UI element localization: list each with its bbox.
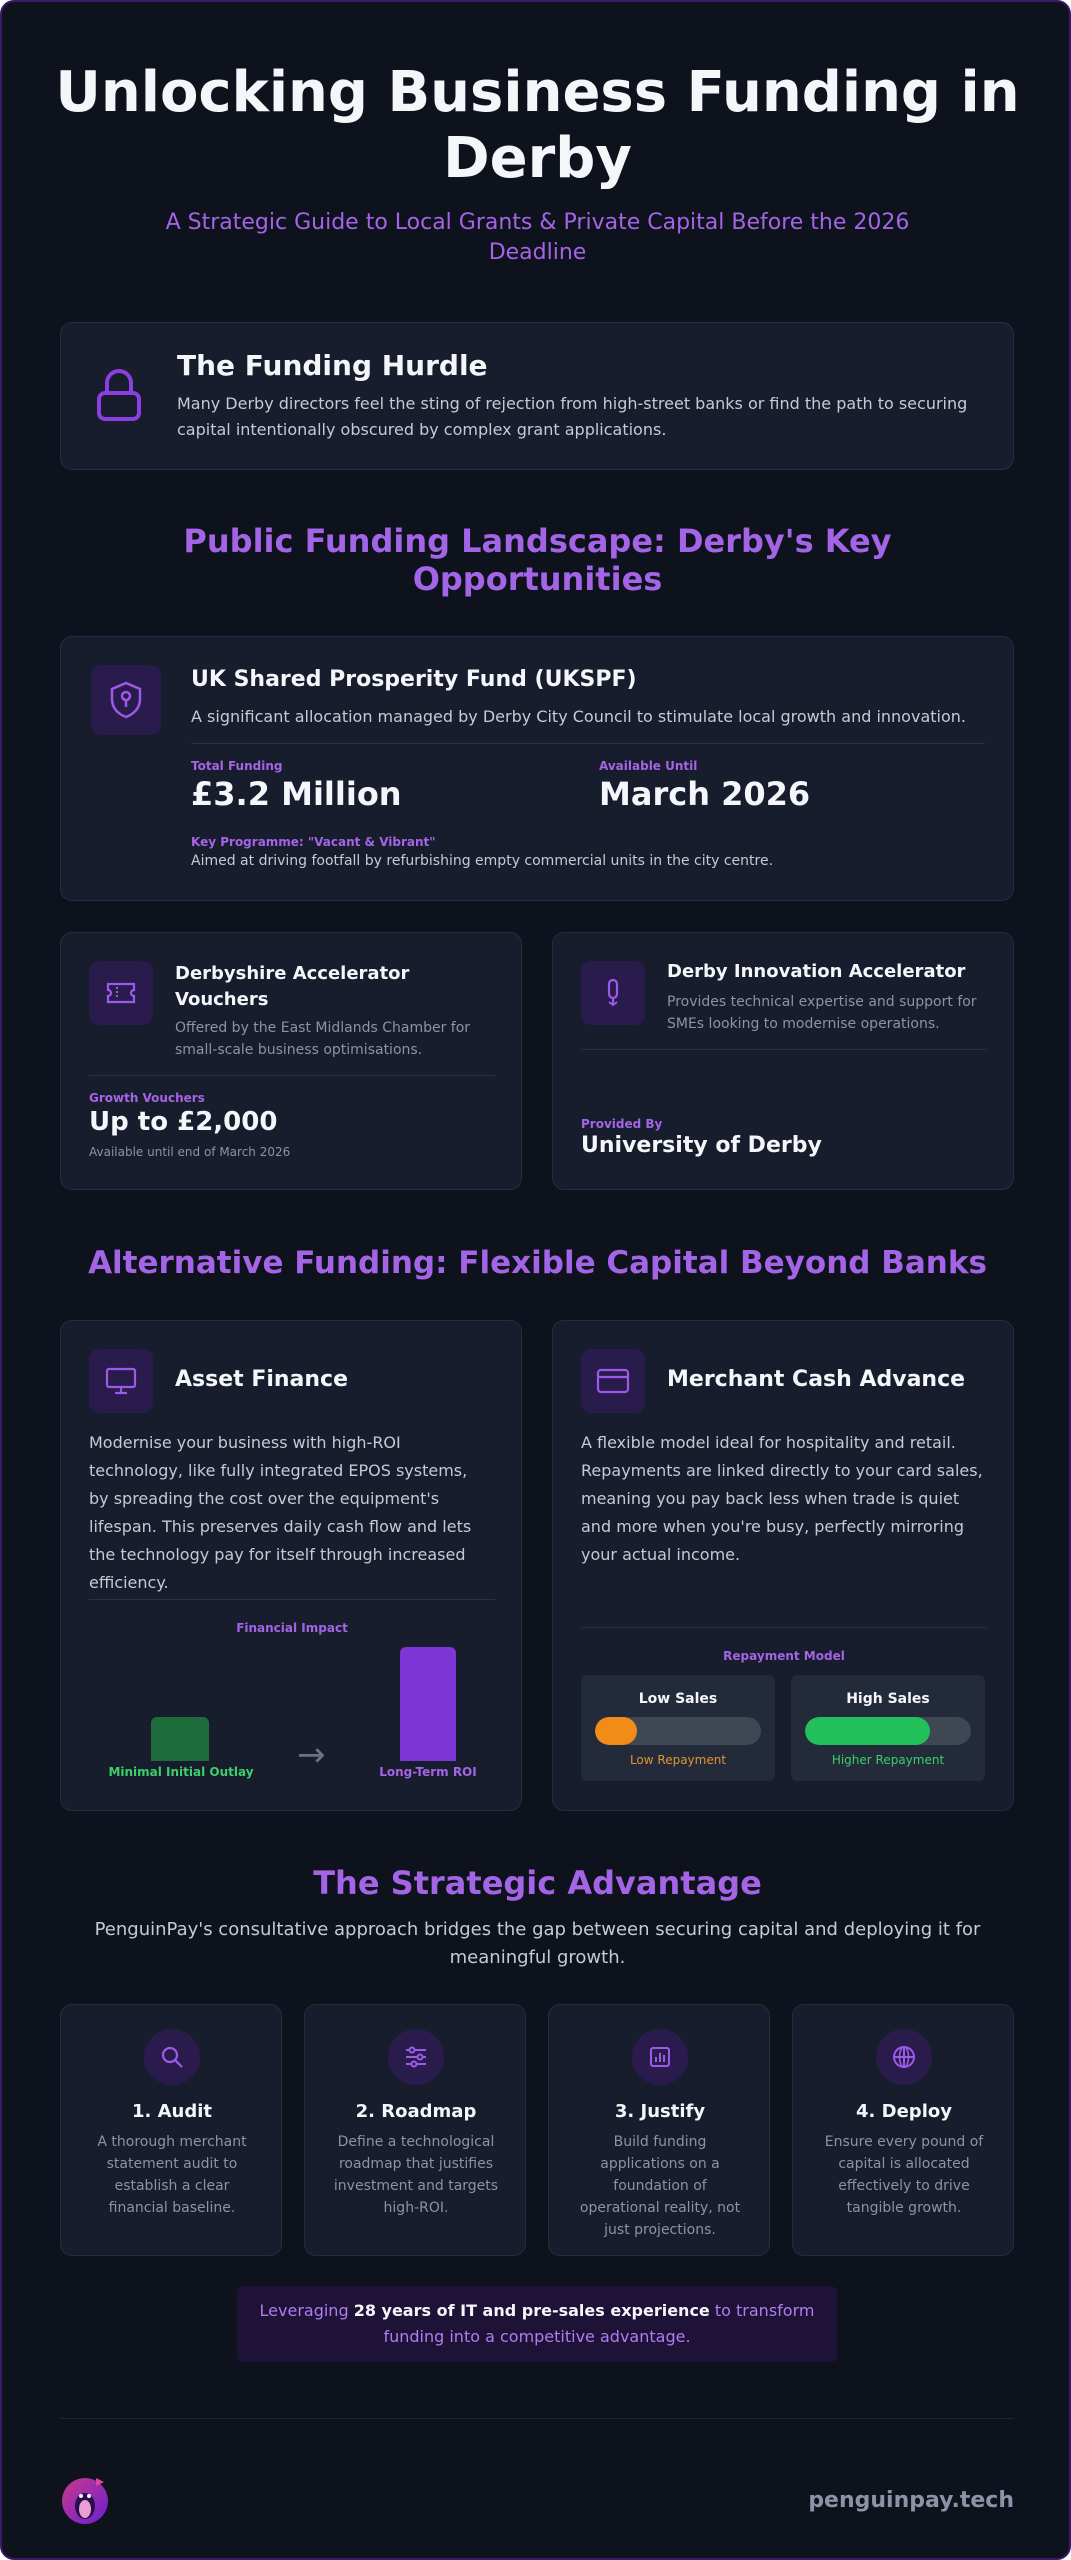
available-until-label: Available Until bbox=[599, 759, 698, 773]
lock-icon bbox=[93, 365, 145, 427]
page-subtitle: A Strategic Guide to Local Grants & Private Capital Before the 2026 Deadline bbox=[165, 210, 910, 265]
low-sales-title: Low Sales bbox=[638, 1691, 718, 1707]
search-icon bbox=[144, 2029, 200, 2085]
step-justify-card bbox=[548, 2004, 770, 2256]
mca-divider bbox=[581, 1627, 987, 1628]
vouchers-desc: Offered by the East Midlands Chamber for small-scale business optimisations. bbox=[175, 1020, 471, 1058]
sliders-icon bbox=[388, 2029, 444, 2085]
experience-banner bbox=[237, 2286, 837, 2362]
innovation-card bbox=[552, 932, 1014, 1190]
high-sales-title: High Sales bbox=[846, 1691, 930, 1707]
low-repayment-fill bbox=[595, 1717, 637, 1745]
hurdle-title: The Funding Hurdle bbox=[177, 349, 488, 382]
asset-divider bbox=[89, 1599, 495, 1600]
total-funding-label: Total Funding bbox=[191, 759, 283, 773]
ukspf-title: UK Shared Prosperity Fund (UKSPF) bbox=[191, 667, 637, 692]
asset-finance-card bbox=[60, 1320, 522, 1811]
monitor-icon bbox=[89, 1349, 153, 1413]
step-audit-desc: A thorough merchant statement audit to establish a clear financial baseline. bbox=[97, 2134, 247, 2216]
banner-post: to transform funding into a competitive advantage. bbox=[383, 2301, 815, 2346]
public-heading: Public Funding Landscape: Derby's Key Opportunities bbox=[183, 522, 892, 598]
vouchers-title: Derbyshire Accelerator Vouchers bbox=[175, 963, 410, 1010]
step-roadmap-title: 2. Roadmap bbox=[355, 2101, 477, 2122]
ukspf-divider bbox=[191, 743, 985, 744]
low-sales-track bbox=[595, 1717, 761, 1745]
banner-bold: 28 years of IT and pre-sales experience bbox=[353, 2301, 710, 2320]
chart-icon bbox=[632, 2029, 688, 2085]
mca-text: A flexible model ideal for hospitality and retail. Repayments are linked directly to your card sales, meaning you pay back less when trade is quiet and more when you're busy, perfectly mirroring your actual income. bbox=[581, 1433, 983, 1564]
innovation-divider bbox=[581, 1049, 987, 1050]
step-roadmap-desc: Define a technological roadmap that justifies investment and targets high-ROI. bbox=[333, 2134, 499, 2216]
shield-icon bbox=[91, 665, 161, 735]
growth-vouchers-value: Up to £2,000 bbox=[89, 1107, 278, 1137]
vouchers-card bbox=[60, 932, 522, 1190]
arrow-icon: → bbox=[297, 1735, 326, 1775]
low-repayment-caption: Low Repayment bbox=[629, 1753, 727, 1767]
long-term-roi-label: Long-Term ROI bbox=[379, 1765, 477, 1779]
alternative-heading: Alternative Funding: Flexible Capital Beyond Banks bbox=[88, 1245, 987, 1281]
innovation-title: Derby Innovation Accelerator bbox=[667, 961, 966, 982]
step-deploy-card bbox=[792, 2004, 1014, 2256]
banner-pre: Leveraging bbox=[259, 2301, 354, 2320]
financial-impact-label: Financial Impact bbox=[236, 1621, 348, 1635]
thermometer-icon bbox=[581, 961, 645, 1025]
strategic-heading: The Strategic Advantage bbox=[313, 1864, 762, 1902]
penguin-logo-icon bbox=[60, 2472, 110, 2526]
step-roadmap-card bbox=[304, 2004, 526, 2256]
ukspf-desc: A significant allocation managed by Derby City Council to stimulate local growth and innovation. bbox=[191, 707, 966, 726]
strategic-intro: PenguinPay's consultative approach bridges the gap between securing capital and deploying it for meaningful growth. bbox=[94, 1919, 981, 1968]
step-justify-title: 3. Justify bbox=[614, 2101, 706, 2122]
repayment-model-label: Repayment Model bbox=[723, 1649, 845, 1663]
provided-by-label: Provided By bbox=[581, 1117, 663, 1131]
high-repayment-fill bbox=[805, 1717, 930, 1745]
high-repayment-caption: Higher Repayment bbox=[831, 1753, 945, 1767]
available-until-value: March 2026 bbox=[599, 775, 811, 813]
footer-site[interactable]: penguinpay.tech bbox=[808, 2488, 1014, 2513]
step-justify-desc: Build funding applications on a foundation of operational reality, not just projections. bbox=[579, 2134, 741, 2238]
minimal-outlay-label: Minimal Initial Outlay bbox=[108, 1765, 254, 1779]
long-term-roi-bar bbox=[400, 1647, 456, 1761]
programme-label: Key Programme: "Vacant & Vibrant" bbox=[191, 835, 436, 849]
total-funding-value: £3.2 Million bbox=[191, 775, 402, 813]
mca-card bbox=[552, 1320, 1014, 1811]
innovation-desc: Provides technical expertise and support for SMEs looking to modernise operations. bbox=[667, 994, 977, 1032]
provided-by-value: University of Derby bbox=[581, 1133, 822, 1158]
low-sales-panel bbox=[581, 1675, 775, 1781]
credit-card-icon bbox=[581, 1349, 645, 1413]
high-sales-track bbox=[805, 1717, 971, 1745]
vouchers-divider bbox=[89, 1075, 495, 1076]
page-title: Unlocking Business Funding in Derby bbox=[55, 60, 1020, 191]
footer-divider bbox=[60, 2418, 1014, 2419]
step-audit-title: 1. Audit bbox=[131, 2101, 213, 2122]
ukspf-card bbox=[60, 636, 1014, 901]
step-deploy-desc: Ensure every pound of capital is allocated effectively to drive tangible growth. bbox=[824, 2134, 984, 2216]
step-deploy-title: 4. Deploy bbox=[856, 2101, 952, 2122]
hurdle-text: Many Derby directors feel the sting of rejection from high-street banks or find the path to securing capital intentionally obscured by complex grant applications. bbox=[177, 394, 968, 439]
minimal-outlay-bar bbox=[151, 1717, 209, 1761]
vouchers-note: Available until end of March 2026 bbox=[89, 1145, 291, 1159]
hurdle-card bbox=[60, 322, 1014, 470]
asset-title: Asset Finance bbox=[175, 1367, 349, 1392]
ticket-icon bbox=[89, 961, 153, 1025]
programme-text: Aimed at driving footfall by refurbishing empty commercial units in the city centre. bbox=[191, 853, 774, 869]
asset-text: Modernise your business with high-ROI technology, like fully integrated EPOS systems, by spreading the cost over the equipment's lifespan. This preserves daily cash flow and lets the technology pay for itself through increased efficiency. bbox=[89, 1433, 472, 1592]
growth-vouchers-label: Growth Vouchers bbox=[89, 1091, 205, 1105]
step-audit-card bbox=[60, 2004, 282, 2256]
globe-icon bbox=[876, 2029, 932, 2085]
high-sales-panel bbox=[791, 1675, 985, 1781]
mca-title: Merchant Cash Advance bbox=[667, 1367, 966, 1392]
